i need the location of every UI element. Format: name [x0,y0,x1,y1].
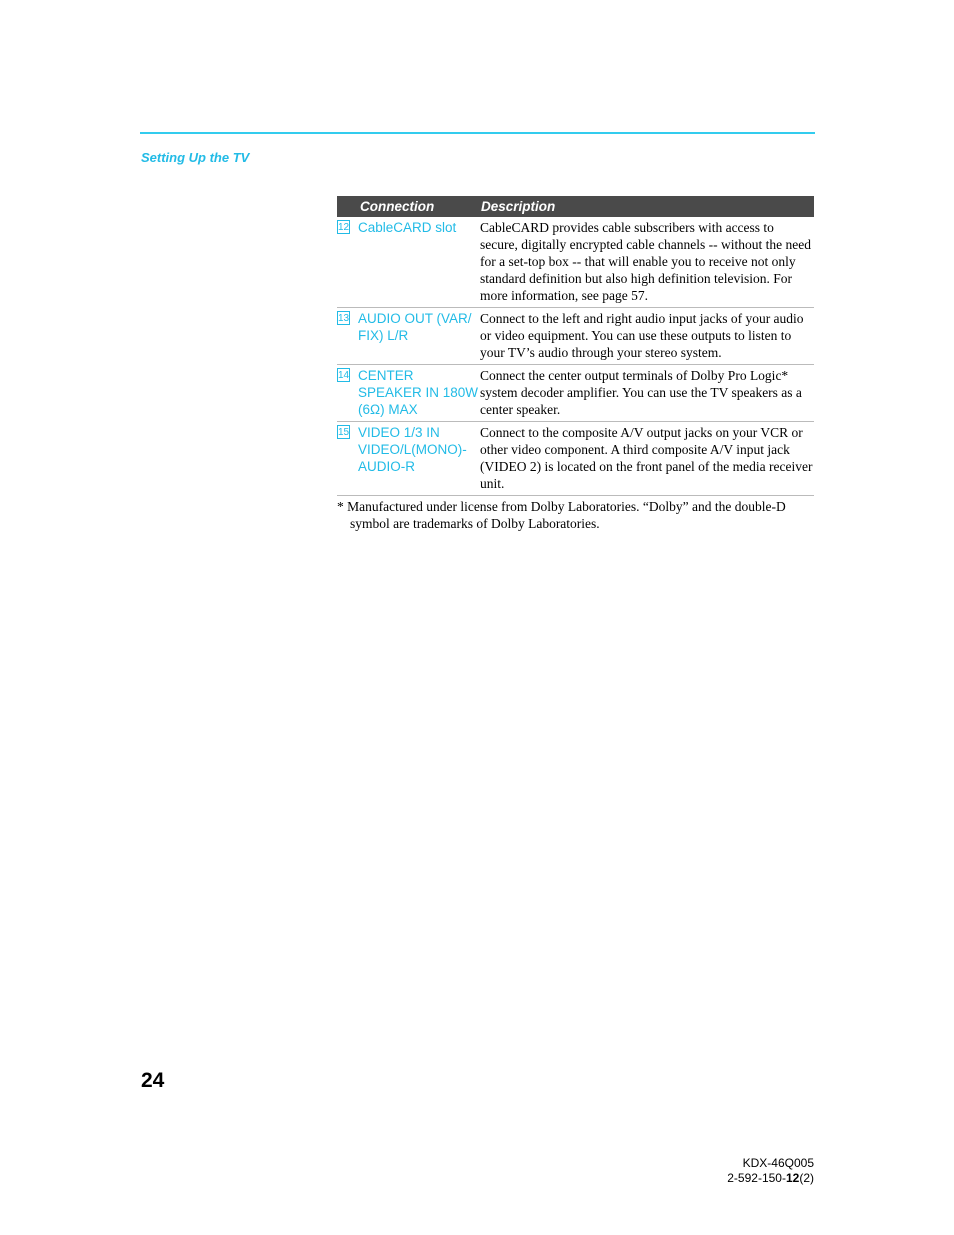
part-number-revision: 12 [785,1171,800,1185]
description-cell: Connect to the composite A/V output jacks on your VCR or other video component. A third composite A/V input jack (VIDEO 2) is located on the front panel of the media receiver unit. [480,425,813,491]
section-title: Setting Up the TV [141,150,250,165]
description-cell: CableCARD provides cable subscribers with access to secure, digitally encrypted cable channels -- without the need for a set-top box -- that will enable you to receive not only standard definition but also high definition television. For more information, see page 57. [480,220,811,303]
connection-label: VIDEO 1/3 IN VIDEO/L(MONO)- AUDIO-R [358,425,467,474]
connection-cell [337,424,480,492]
description-cell: Connect to the left and right audio input jacks of your audio or video equipment. You can use these outputs to listen to your TV’s audio through your stereo system. [480,311,804,360]
connections-table [337,196,814,496]
table-header [337,196,814,217]
connection-cell [337,219,480,304]
footnote-text: * Manufactured under license from Dolby Laboratories. “Dolby” and the double-D symbol are trademarks of Dolby Laboratories. [337,499,786,531]
table-row [337,217,814,308]
item-number-badge: 13 [338,313,350,324]
part-number [727,1171,814,1186]
connection-label: CENTER SPEAKER IN 180W (6Ω) MAX [358,368,479,417]
column-header-connection: Connection [360,199,435,214]
column-header-description: Description [481,199,556,214]
part-number-suffix: (2) [799,1171,814,1185]
item-number-badge: 14 [338,370,350,381]
model-number: KDX-46Q005 [742,1156,814,1170]
part-number-prefix: 2-592-150- [727,1171,786,1185]
description-cell: Connect the center output terminals of Dolby Pro Logic* system decoder amplifier. You can use the TV speakers as a center speaker. [480,368,802,417]
item-number-badge: 12 [338,222,350,233]
table-row [337,365,814,422]
connection-cell [337,310,480,361]
document-meta [727,1156,814,1186]
header-rule [140,132,815,134]
page-number: 24 [141,1069,165,1092]
footnote [337,498,814,532]
table-row [337,422,814,496]
item-number-badge: 15 [338,427,350,438]
connection-label: CableCARD slot [358,220,457,235]
connection-cell [337,367,480,418]
connection-label: AUDIO OUT (VAR/ FIX) L/R [358,311,472,343]
table-row [337,308,814,365]
